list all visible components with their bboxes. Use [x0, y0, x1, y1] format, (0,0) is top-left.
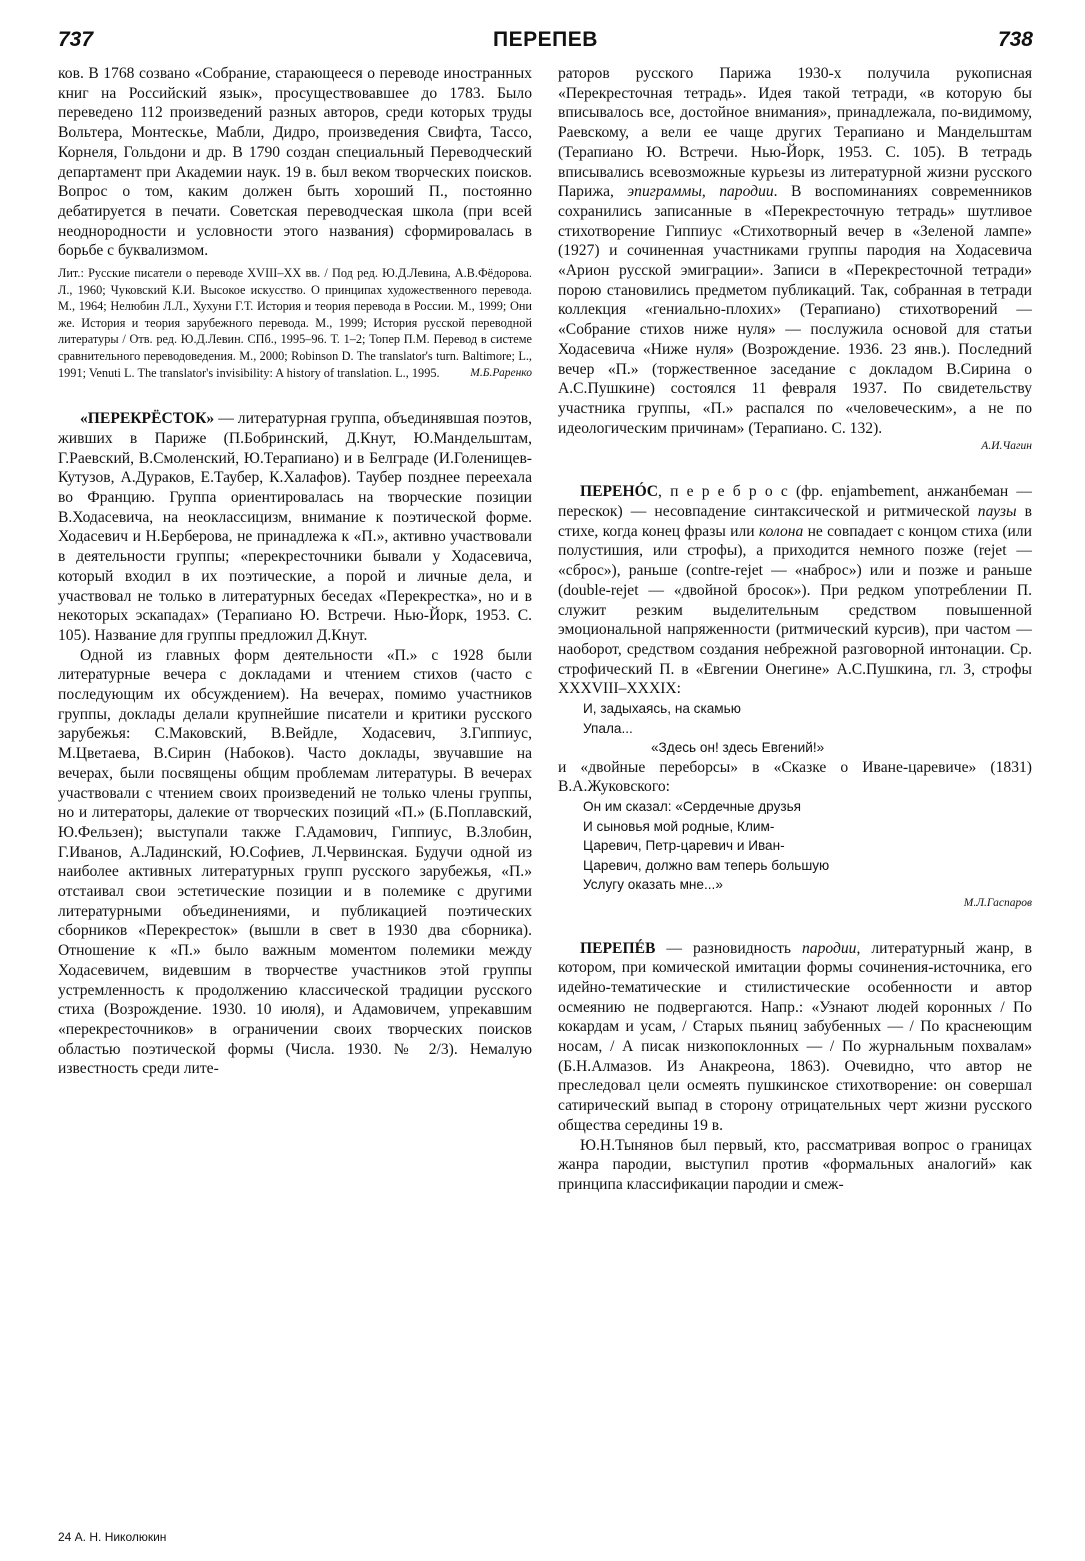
article-author: М.Б.Раренко: [470, 366, 532, 379]
verse-line: Услугу оказать мне...»: [583, 877, 723, 892]
italic-term: пародии: [719, 183, 774, 201]
entry-perenos: [558, 482, 1032, 699]
verse-quote: [558, 797, 1032, 895]
page-number-left: 737: [58, 28, 94, 51]
entry-headword: ПЕРЕНÓС: [580, 483, 658, 501]
entry-headword: ПЕРЕПÉВ: [580, 939, 656, 957]
italic-term: паузы: [977, 503, 1017, 521]
text-run: — разновидность: [655, 939, 802, 957]
spacer: [558, 911, 1032, 939]
entry-text: — литературная группа, объединявшая поэтов, живших в Париже (П.Бобринский, Д.Кнут, Ю.Мандельштам, Г.Раевский, В.Смоленский, Ю.Терапиано) и в Белграде (И.Голенищев-Кутузов, А.Дураков, Е.Таубер, К.Халафов). Таубер позднее переехала во Францию. Группа ориентировалась на творческие позиции В.Ходасевича, на неоклассицизм, внимание к поэтической форме. Ходасевич и Н.Берберова, не принадлежа к «П.», активно участвовали в деятельности группы; «перекресточники бывали у Ходасевича, который входил в их поэтические, а порой и личные дела, и участвовал не только в литературных беседах «Перекрестка», но и в некоторых эскападах» (Терапиано Ю. Встречи. Нью-Йорк, 1953. С. 105). Название для группы предложил Д.Кнут.: [58, 410, 532, 644]
text-run: не совпадает с концом стиха (или полустишия, или строфы), а приходится немного позже (rejet — «сброс»), раньше (contre-rejet — «наброс») или и позже и раньше (double-rejet — «двойной бросок»). При редком употреблении П. служит резким выделительным средством повышенной эмоциональной напряженности (ритмический курсив), при частом — наоборот, средством создания небрежной разговорной интонации. Ср. строфический П. в «Евгении Онегине» А.С.Пушкина, гл. 3, строфы XXXVIII–XXXIX:: [558, 522, 1032, 698]
paragraph-continued: ков. В 1768 созвано «Собрание, старающееся о переводе иностранных книг на Российский язык», просуществовавшее до 1783. Было переведено 112 произведений разных авторов, среди которых труды Вольтера, Монтескье, Мабли, Дидро, произведения Свифта, Тассо, Корнеля, Гольдони и др. В 1790 создан специальный Переводческий департамент при Академии наук. 19 в. был веком творческих поисков. Вопрос о том, каким должен быть хороший П., постоянно дебатируется в печати. Советская переводческая школа (при всей неоднородности и условности этого названия) сформировалась в борьбе с буквализмом.: [58, 65, 532, 260]
entry-headword: «ПЕРЕКРЁСТОК»: [80, 410, 215, 428]
paragraph-continued: [558, 64, 1032, 438]
left-column: [58, 64, 532, 1519]
verse-line: Упала...: [583, 720, 633, 736]
spacer: [558, 454, 1032, 482]
text-run: ,: [701, 183, 720, 201]
text-run: раторов русского Парижа 1930-х получила рукописная «Перекресточная тетрадь». Идея такой тетради, «в которую бы вписывалось все, достойное внимания», принадлежала, по-видимому, Раевскому, а вели ее чаще других Терапиано и Мандельштам (Терапиано Ю. Встречи. Нью-Йорк, 1953. С. 105). В тетрадь вписывались всевозможные курьезы из литературной жизни русского Парижа,: [558, 65, 1032, 201]
italic-term: эпиграммы: [627, 183, 702, 201]
paragraph: и «двойные переборсы» в «Сказке о Иване-царевиче» (1831) В.А.Жуковского:: [558, 758, 1032, 796]
verse-line: И сыновья мой родные, Клим-: [583, 818, 775, 834]
literature-text: Лит.: Русские писатели о переводе XVIII–XX вв. / Под ред. Ю.Д.Левина, А.В.Фёдорова. Л., 1960; Чуковский К.И. Высокое искусство. О принципах художественного перевода. М., 1964; Нелюбин Л.Л., Хухуни Г.Т. История и теория перевода в России. М., 1999; Они же. История и теория зарубежного перевода. М., 1999; История русской переводной литературы / Отв. ред. Ю.Д.Левин. СПб., 1995–96. Т. 1–2; Топер П.М. Перевод в системе сравнительного переводоведения. М., 2000; Robinson D. The translator's turn. Baltimore; L., 1991; Venuti L. The translator's invisibility: A history of translation. L., 1995.: [58, 266, 532, 380]
entry-perepev: [558, 939, 1032, 1136]
right-column: [558, 64, 1032, 1519]
text-run: . В воспоминаниях современников сохранились записанные в «Перекресточную тетрадь» шутливое стихотворение Гиппиус «Стихотворный вечер в «Зеленой лампе» (1927) и сочиненная участниками группы пародия на Ходасевича «Арион русской эмиграции». Записи в «Перекресточной тетради» порою становились предметом публикаций. Так, собранная в тетради коллекция «гениально-плохих» (Терапиано) стихотворений — «Собрание стихов ниже нуля» — послужила основой для статьи Ходасевича «Ниже нуля» (Возрождение. 1936. 23 янв.). Последний вечер «П.» (торжественное заседание с докладом В.Сирина о А.С.Пушкине) состоялся 11 февраля 1937. По свидетельству участника группы, «П.» распался по «человеческим», а не по идеологическим причинам» (Терапиано. С. 132).: [558, 183, 1032, 437]
page-number-right: 738: [997, 28, 1033, 51]
verse-line: Царевич, должно вам теперь большую: [583, 857, 830, 873]
italic-term: пародии: [802, 939, 857, 957]
verse-line: И, задыхаясь, на скамью: [583, 701, 741, 717]
text-run: (фр. enjambement, анжанбеман — перескок) — несовпадение синтаксической и ритмической: [558, 483, 1032, 521]
entry-perekrestok: [58, 409, 532, 645]
paragraph: Ю.Н.Тынянов был первый, кто, рассматривая вопрос о границах жанра пародии, выступил против «формальных аналогий» как принципа классификации пародии и смеж-: [558, 1136, 1032, 1193]
italic-term: колона: [758, 522, 804, 540]
entry-alt-term: , п е р е б р о с: [657, 483, 788, 501]
article-author: М.Л.Гаспаров: [963, 896, 1032, 909]
verse-line: Царевич, Петр-царевич и Иван-: [583, 838, 785, 853]
verse-line: Он им сказал: «Сердечные друзья: [583, 799, 802, 814]
page-header: [58, 28, 1033, 60]
literature-list: [58, 265, 532, 381]
verse-line: «Здесь он! здесь Евгений!»: [651, 740, 825, 756]
running-title: ПЕРЕПЕВ: [493, 28, 598, 51]
text-run: в стихе, когда конец фразы или: [558, 503, 1032, 540]
footer-signature: 24 А. Н. Николюкин: [58, 1530, 167, 1544]
spacer: [58, 381, 532, 409]
text-run: , литературный жанр, в котором, при комической имитации формы сочинения-источника, его идейно-тематические и стилистические особенности и автор осмеянию не подвергаются. Напр.: «Узнают людей коронных / По кокардам и усам, / Старых пьяниц забубенных — / По краснеющим носам, / А писак низкопоклонных — / По журнальным похвалам» (Б.Н.Алмазов. Из Анакреона, 1863). Очевидно, что автор не преследовал цели осмеять пушкинское стихотворение: он совершал сатирический выпад в сторону отрицательных черт жизни русского общества середины 19 в.: [558, 939, 1032, 1134]
article-author: А.И.Чагин: [981, 440, 1032, 453]
verse-quote: [558, 699, 1032, 758]
paragraph: Одной из главных форм деятельности «П.» с 1928 были литературные вечера с докладами и чтением стихов (часто с последующим их обсуждением). На вечерах, помимо участников группы, доклады делали крупнейшие писатели и критики русского зарубежья: С.Маковский, В.Вейдле, Ходасевич, З.Гиппиус, М.Цветаева, В.Сирин (Набоков). Часто доклады, звучавшие на вечерах, были посвящены общим проблемам литературы. В вечерах участвовали с чтением своих произведений не только члены группы, но и литераторы, далекие от творческих позиций «П.» (Б.Поплавский, Ю.Фельзен); выступали также Г.Адамович, Гиппиус, В.Злобин, Г.Иванов, А.Ладинский, Ю.Софиев, Л.Червинская. Будучи одной из наиболее активных литературных групп русского зарубежья, «П.» отстаивал свои эстетические позиции и в полемике с другими литературными объединениями, и публикацией поэтических сборников «Перекресток» (вышли в свет в 1930 два сборника). Отношение к «П.» было важным моментом полемики между Ходасевичем, видевшим в творчестве участников этой группы устремленность к продолжению классической традиции русского стиха (Возрождение. 1930. 10 июля), и Адамовичем, упрекавшим «перекресточников» в ограничении своих творческих поисков областью поэтической формы (Числа. 1930. № 2/3). Немалую известность среди лите-: [58, 646, 532, 1078]
